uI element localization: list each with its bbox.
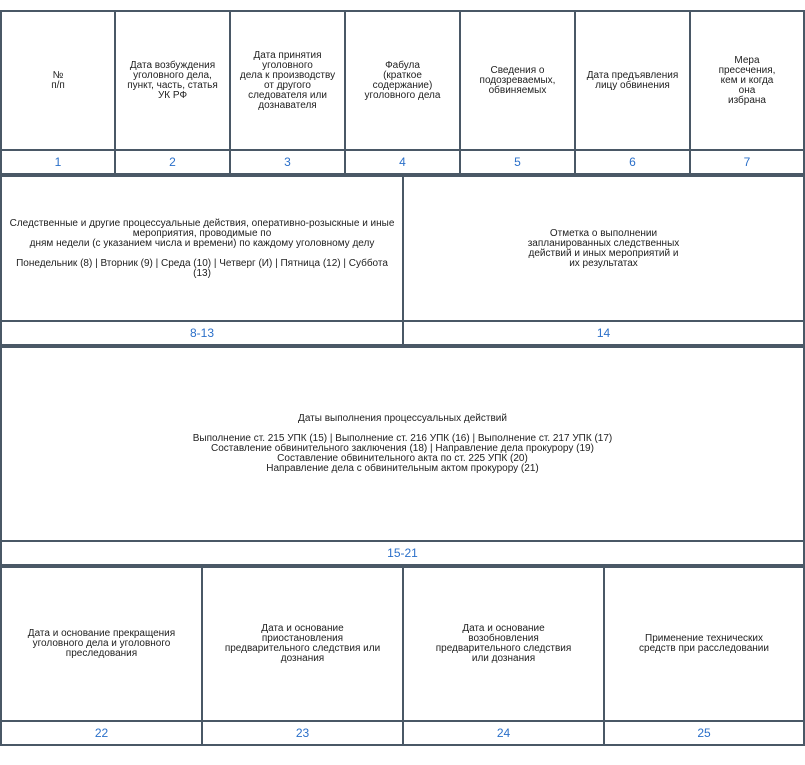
column-number: 14 <box>402 320 805 346</box>
header-cell <box>344 10 461 151</box>
header-text-line: Мера <box>734 54 760 66</box>
header-text-line: Отметка о выполнении <box>549 227 658 239</box>
column-number: 5 <box>459 149 576 175</box>
header-text-line: запланированных следственных <box>527 237 680 249</box>
header-text-line: подозреваемых, <box>479 74 556 86</box>
header-text-line: дела к производству <box>239 69 336 81</box>
header-cell <box>0 566 203 722</box>
header-text-line: Дата и основание прекращения <box>27 628 176 639</box>
header-cell <box>459 10 576 151</box>
header-text-line: предварительного следствия или <box>224 643 381 654</box>
header-text-line: содержание) <box>372 79 433 91</box>
header-text-line: Сведения о <box>490 64 545 76</box>
header-text-line: преследования <box>65 648 138 659</box>
column-number: 25 <box>603 720 805 746</box>
header-text-line: дознания <box>280 653 325 664</box>
header-text-line: их результатах <box>569 257 638 269</box>
header-text-line: Дата принятия <box>253 49 322 61</box>
header-text-line: Фабула <box>385 59 420 71</box>
column-number: 22 <box>0 720 203 746</box>
header-text-line: Дата и основание <box>261 623 344 634</box>
header-text-line: дознавателя <box>258 99 317 111</box>
header-text-line: (13) <box>193 267 211 279</box>
header-text-line: Следственные и другие процессуальные действия, оперативно-розыскные и иные <box>9 217 395 229</box>
header-cell <box>603 566 805 722</box>
header-text-line: п/п <box>51 79 65 91</box>
header-text-line: УК РФ <box>157 89 188 101</box>
column-number: 3 <box>229 149 346 175</box>
column-number: 24 <box>402 720 605 746</box>
column-number: 8-13 <box>0 320 404 346</box>
header-text-line: Дата предъявления <box>586 69 679 81</box>
header-text-line: уголовного <box>262 59 313 71</box>
column-number: 1 <box>0 149 116 175</box>
header-text-line: Составление обвинительного акта по ст. 225 УПК (20) <box>277 453 528 464</box>
header-cell <box>689 10 805 151</box>
header-text-line: от другого <box>264 79 311 91</box>
column-number: 6 <box>574 149 691 175</box>
activities-header-cell <box>0 175 404 322</box>
header-text-line: избрана <box>728 94 766 106</box>
column-number: 4 <box>344 149 461 175</box>
procedural-dates-header-cell <box>0 346 805 542</box>
header-text-line: предварительного следствия <box>435 643 572 654</box>
header-text-line: пресечения, <box>718 64 776 76</box>
completion-mark-header-cell <box>402 175 805 322</box>
header-text-line: приостановления <box>261 633 344 644</box>
header-text-line: мероприятия, проводимые по <box>132 227 272 239</box>
header-text-line: уголовного дела и уголовного <box>32 638 171 649</box>
header-text-line: следователя или <box>248 89 327 101</box>
header-text-line: Понедельник (8) | Вторник (9) | Среда (10) | Четверг (И) | Пятница (12) | Суббота <box>16 257 388 269</box>
procedural-dates-title: Даты выполнения процессуальных действий <box>298 413 507 424</box>
header-cell <box>201 566 404 722</box>
column-number: 23 <box>201 720 404 746</box>
header-text-line: лицу обвинения <box>595 79 670 91</box>
header-text-line: уголовного дела, <box>133 69 212 81</box>
header-text-line: Направление дела с обвинительным актом прокурору (21) <box>266 463 539 474</box>
header-text-line: возобновления <box>468 633 539 644</box>
header-text-line: кем и когда <box>720 74 774 86</box>
header-cell <box>114 10 231 151</box>
header-text-line: она <box>738 84 756 96</box>
header-text-line: Дата и основание <box>462 623 545 634</box>
header-text-line: обвиняемых <box>488 84 547 96</box>
header-text-line: (краткое <box>383 69 422 81</box>
header-cell <box>402 566 605 722</box>
column-number: 7 <box>689 149 805 175</box>
header-cell <box>574 10 691 151</box>
header-text-line: или дознания <box>471 653 536 664</box>
header-text-line: дням недели (с указанием числа и времени) по каждому уголовному делу <box>29 237 375 249</box>
header-text-line: Дата возбуждения <box>129 59 216 71</box>
header-text-line: Выполнение ст. 215 УПК (15) | Выполнение ст. 216 УПК (16) | Выполнение ст. 217 УПК (17) <box>192 433 613 444</box>
header-cell <box>229 10 346 151</box>
header-cell <box>0 10 116 151</box>
column-number: 2 <box>114 149 231 175</box>
header-text-line: пункт, часть, статья <box>127 79 218 91</box>
header-text-line: средств при расследовании <box>639 643 769 654</box>
header-text-line: № <box>52 69 64 81</box>
header-text-line: Применение технических <box>645 633 763 644</box>
column-number: 15-21 <box>0 540 805 566</box>
header-text-line: Составление обвинительного заключения (18) | Направление дела прокурору (19) <box>211 443 594 454</box>
header-text-line: действий и иных мероприятий и <box>528 247 679 259</box>
header-text-line: уголовного дела <box>364 89 441 101</box>
